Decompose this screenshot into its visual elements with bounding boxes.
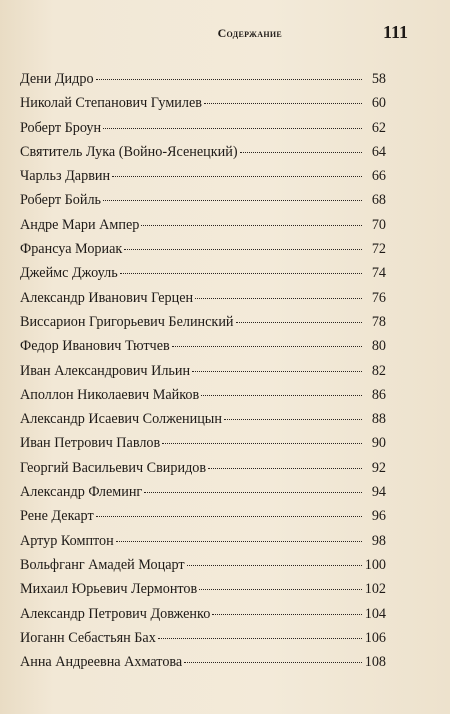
toc-entry-title: Роберт Броун <box>20 119 102 136</box>
toc-entry-page: 106 <box>364 629 386 646</box>
dot-leader <box>236 322 362 323</box>
dot-leader <box>195 298 362 299</box>
toc-entry <box>20 192 386 216</box>
toc-entry-title: Аполлон Николаевич Майков <box>20 386 200 403</box>
toc-entry <box>20 606 386 630</box>
toc-entry <box>20 144 386 168</box>
toc-entry-title: Анна Андреевна Ахматова <box>20 654 183 671</box>
toc-entry-page: 82 <box>371 362 386 379</box>
dot-leader <box>201 395 362 396</box>
toc-entry <box>20 217 386 241</box>
dot-leader <box>144 492 362 493</box>
toc-entry-page: 78 <box>371 313 386 330</box>
toc-entry-title: Чарльз Дарвин <box>20 168 111 185</box>
toc-entry-title: Святитель Лука (Войно-Ясенецкий) <box>20 143 238 160</box>
dot-leader <box>96 516 362 517</box>
toc-entry-title: Дени Дидро <box>20 71 94 87</box>
toc-entry-title: Артур Комптон <box>20 532 114 549</box>
dot-leader <box>103 200 362 201</box>
page-number: 111 <box>382 22 408 42</box>
toc-entry-title: Георгий Васильевич Свиридов <box>20 459 207 476</box>
page-header <box>0 24 450 48</box>
dot-leader <box>212 614 362 615</box>
toc-entry-title: Вольфганг Амадей Моцарт <box>20 556 185 573</box>
toc-entry-title: Иван Александрович Ильин <box>20 362 191 379</box>
toc-entry <box>20 557 386 581</box>
toc-entry-title: Александр Петрович Довженко <box>20 605 211 622</box>
toc-entry-title: Александр Исаевич Солженицын <box>20 411 222 428</box>
toc-entry-page: 96 <box>371 508 386 525</box>
toc-entry-page: 108 <box>364 654 386 671</box>
toc-entry-page: 62 <box>371 119 386 136</box>
dot-leader <box>224 419 362 420</box>
dot-leader <box>112 176 362 177</box>
toc-entry-title: Франсуа Мориак <box>20 241 123 258</box>
toc-entry <box>20 630 386 654</box>
dot-leader <box>187 565 362 566</box>
toc-entry <box>20 581 386 605</box>
toc-entry-page: 90 <box>371 435 386 452</box>
toc-entry-title: Александр Флеминг <box>20 484 143 501</box>
toc-entry <box>20 168 386 192</box>
toc-entry-page: 58 <box>371 71 386 87</box>
toc-entry <box>20 290 386 314</box>
toc-entry <box>20 435 386 459</box>
dot-leader <box>208 468 362 469</box>
toc-entry-title: Федор Иванович Тютчев <box>20 338 170 355</box>
dot-leader <box>199 589 362 590</box>
running-title: Содержание <box>217 26 282 40</box>
toc-entry-title: Джеймс Джоуль <box>20 265 118 282</box>
dot-leader <box>184 662 362 663</box>
dot-leader <box>240 152 362 153</box>
toc-entry-page: 68 <box>371 192 386 209</box>
toc-entry-page: 74 <box>371 265 386 282</box>
toc-entry <box>20 411 386 435</box>
dot-leader <box>120 273 362 274</box>
toc-entry <box>20 241 386 265</box>
table-of-contents <box>20 71 386 678</box>
toc-entry-page: 72 <box>371 241 386 258</box>
toc-entry-page: 64 <box>371 143 386 160</box>
dot-leader <box>124 249 362 250</box>
toc-entry <box>20 460 386 484</box>
dot-leader <box>116 541 362 542</box>
toc-entry <box>20 338 386 362</box>
toc-entry-title: Михаил Юрьевич Лермонтов <box>20 581 198 598</box>
dot-leader <box>141 225 362 226</box>
toc-entry <box>20 484 386 508</box>
toc-entry <box>20 533 386 557</box>
toc-entry <box>20 508 386 532</box>
dot-leader <box>172 346 362 347</box>
dot-leader <box>96 79 362 80</box>
toc-entry-page: 102 <box>364 581 386 598</box>
toc-entry <box>20 265 386 289</box>
toc-entry-page: 60 <box>371 95 386 112</box>
toc-entry <box>20 95 386 119</box>
toc-entry-title: Виссарион Григорьевич Белинский <box>20 313 234 330</box>
toc-entry-title: Николай Степанович Гумилев <box>20 95 202 112</box>
toc-entry <box>20 71 386 95</box>
toc-entry <box>20 120 386 144</box>
dot-leader <box>162 443 362 444</box>
toc-entry-page: 76 <box>371 289 386 306</box>
dot-leader <box>204 103 362 104</box>
toc-entry <box>20 387 386 411</box>
toc-entry-page: 94 <box>371 484 386 501</box>
toc-entry-page: 98 <box>371 532 386 549</box>
toc-entry-page: 86 <box>371 386 386 403</box>
toc-entry-title: Иоганн Себастьян Бах <box>20 629 156 646</box>
toc-entry-page: 92 <box>371 459 386 476</box>
dot-leader <box>192 371 362 372</box>
toc-entry-title: Александр Иванович Герцен <box>20 289 194 306</box>
toc-entry-title: Рене Декарт <box>20 508 94 525</box>
toc-entry-page: 66 <box>371 168 386 185</box>
toc-entry-page: 80 <box>371 338 386 355</box>
dot-leader <box>103 128 362 129</box>
toc-entry-page: 88 <box>371 411 386 428</box>
toc-entry <box>20 363 386 387</box>
dot-leader <box>158 638 362 639</box>
toc-entry <box>20 654 386 678</box>
toc-entry-title: Иван Петрович Павлов <box>20 435 161 452</box>
toc-entry-page: 100 <box>364 556 386 573</box>
toc-entry <box>20 314 386 338</box>
toc-entry-page: 70 <box>371 216 386 233</box>
toc-entry-title: Роберт Бойль <box>20 192 101 209</box>
toc-entry-page: 104 <box>364 605 386 622</box>
toc-entry-title: Андре Мари Ампер <box>20 216 140 233</box>
